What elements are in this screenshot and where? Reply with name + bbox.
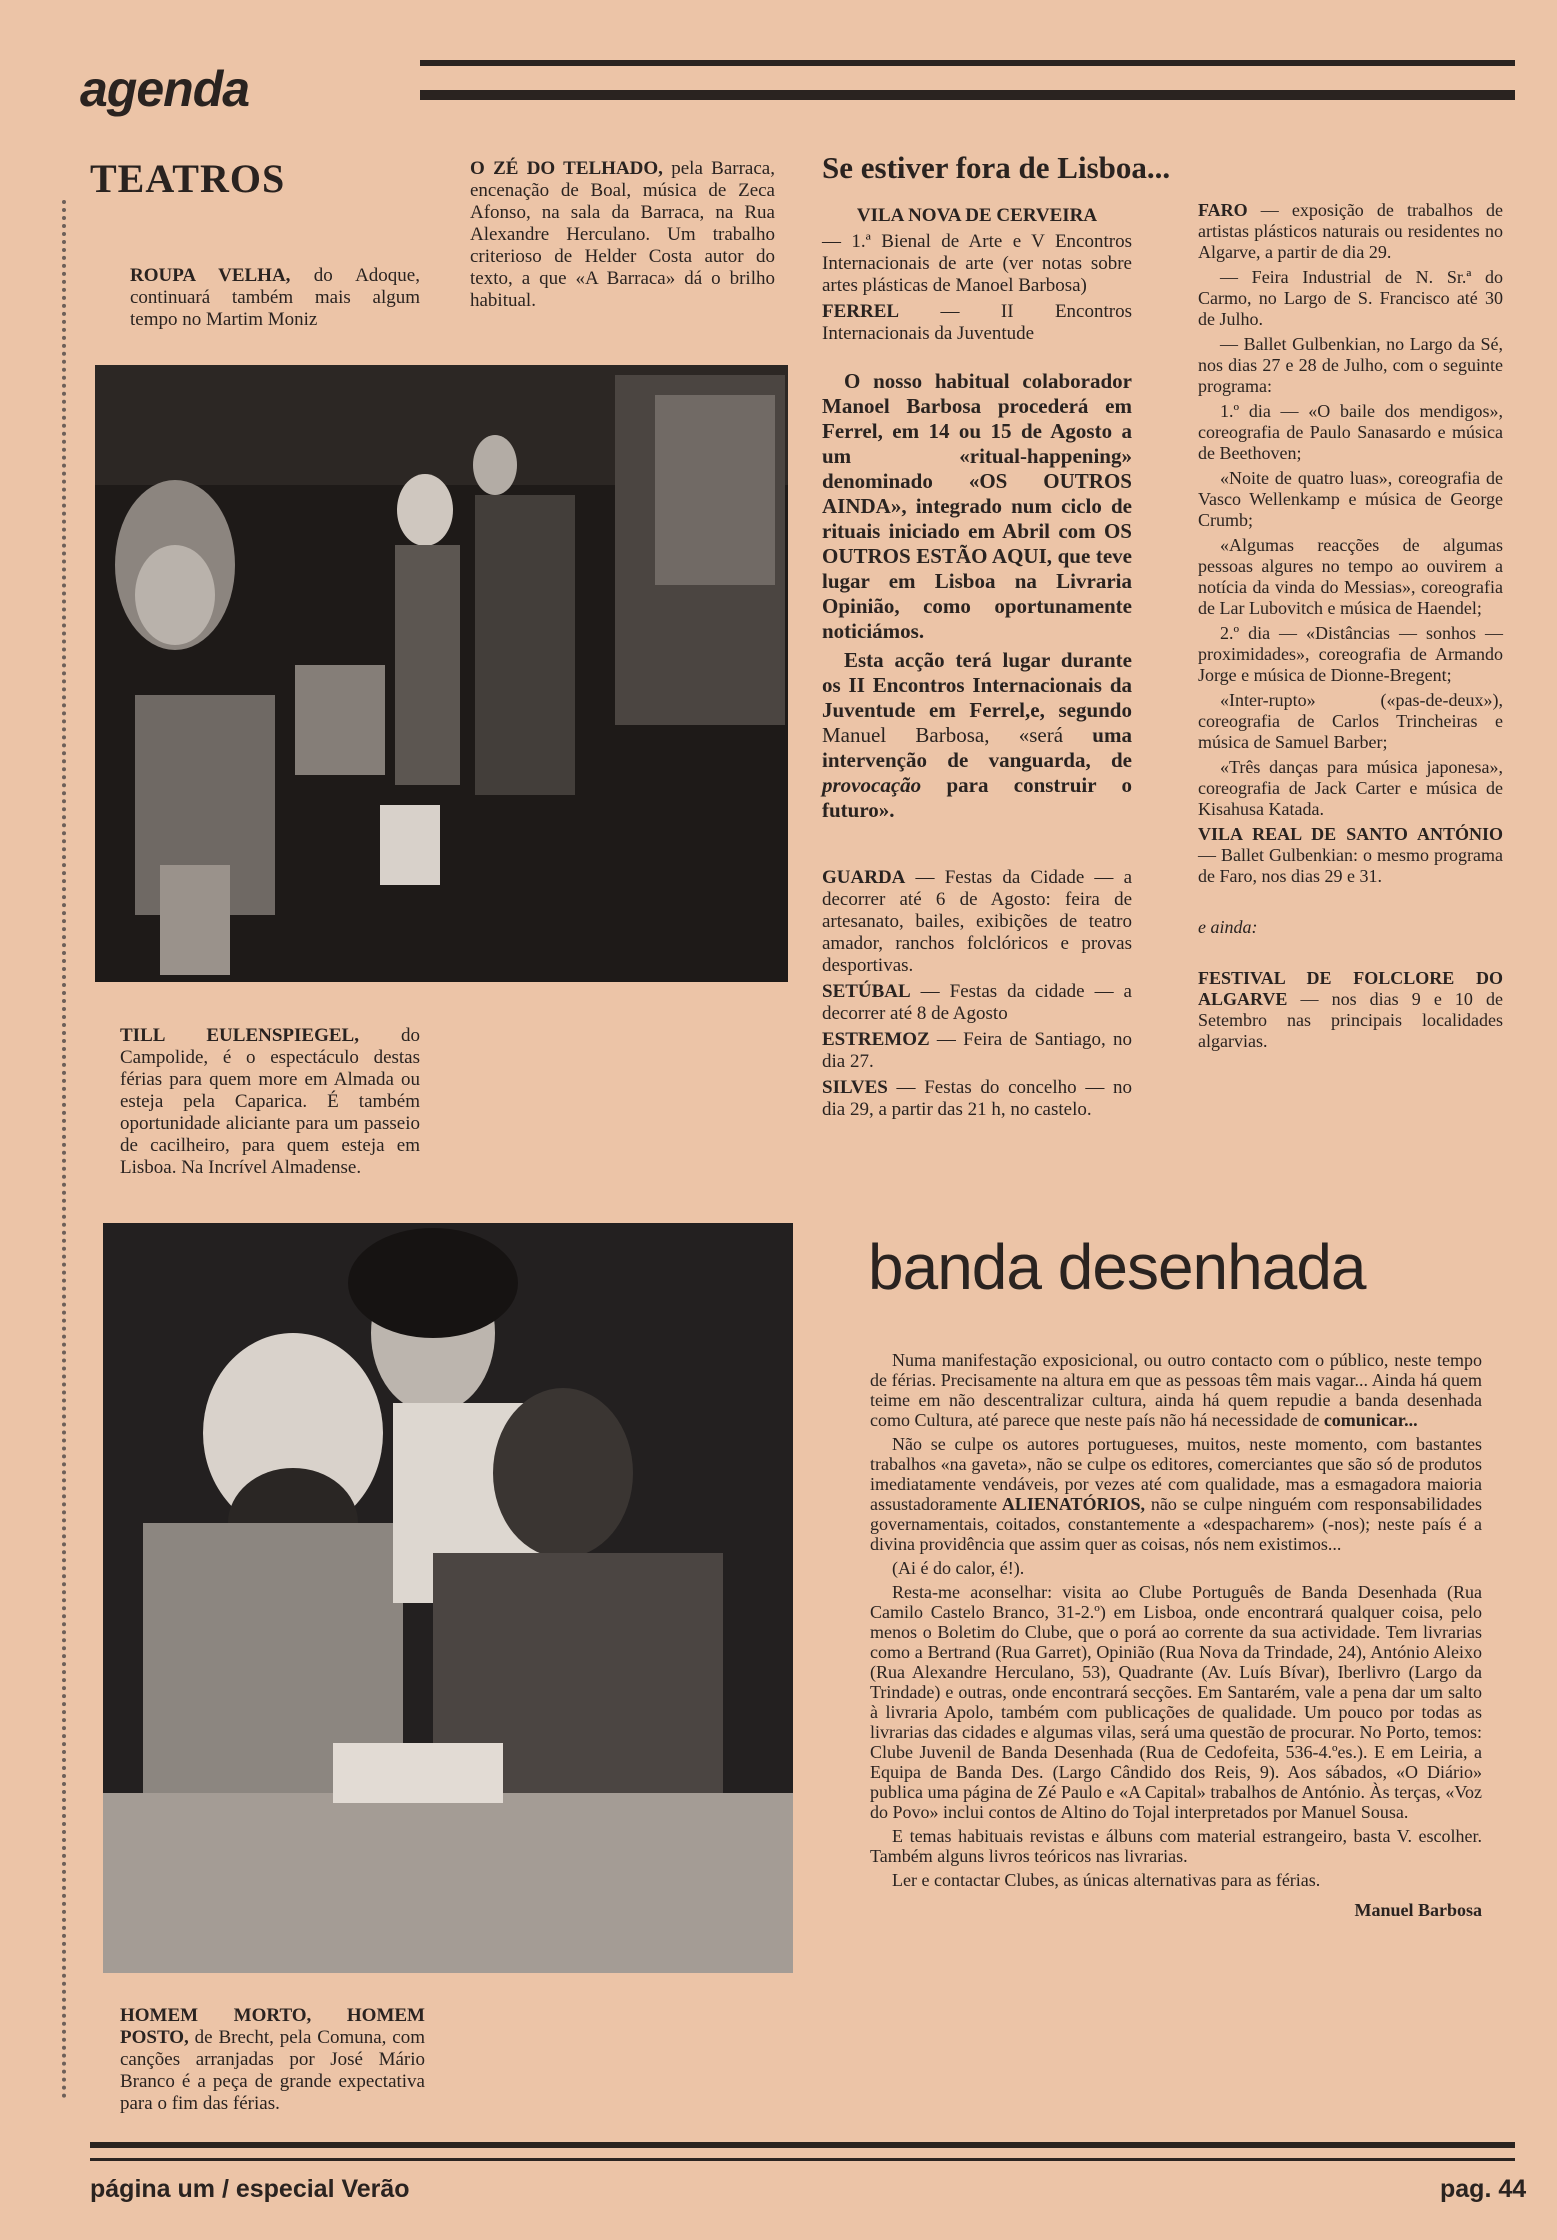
header-rule-bottom xyxy=(420,90,1515,100)
fora-heading: Se estiver fora de Lisboa... xyxy=(822,150,1171,185)
footer-rule-top xyxy=(90,2142,1515,2148)
theatre-photo-roupa-velha xyxy=(95,365,788,982)
teatros-heading: TEATROS xyxy=(90,156,286,201)
homem-morto-item: HOMEM MORTO, HOMEM POSTO, de Brecht, pela Comuna, com canções arranjadas por José Mário Branco é a peça de grande expectativa para o fim das férias. xyxy=(120,2005,425,2114)
theatre-photo-homem-morto xyxy=(103,1223,793,1973)
roupa-velha-item: ROUPA VELHA, do Adoque, continuará também mais algum tempo no Martim Moniz xyxy=(130,265,420,330)
footer-rule-bottom xyxy=(90,2158,1515,2161)
till-eulenspiegel-item: TILL EULENSPIEGEL, do Campolide, é o espectáculo destas férias para quem more em Almada ou esteja pela Caparica. É também oportunidade aliciante para um passeio de cacilheiro, para quem esteja em Lisboa. Na Incrível Almadense. xyxy=(120,1025,420,1178)
ferrel-paragraph-2: Esta acção terá lugar durante os II Encontros Internacionais da Juventude em Ferrel,e, segundo Manuel Barbosa, «será uma intervenção de vanguarda, de provocação para construir o futuro». xyxy=(822,648,1132,822)
margin-dots xyxy=(62,200,72,2100)
banda-desenhada-article: Numa manifestação exposicional, ou outro contacto com o público, neste tempo de férias. Precisamente na altura em que as pessoas têm mais vagar... Ainda há quem teime em não descentralizar cultura, ainda há quem repudie a banda desenhada como Cultura, até parece que neste país não há necessidade de comunicar... Não se culpe os autores portugueses, muitos, neste momento, com bastantes trabalhos «na gaveta», não se culpe os editores, comerciantes que são só de produtos imediatamente vendáveis, por vezes até com qualidade, mas a esmagadora maioria assustadoramente ALIENATÓRIOS, não se culpe ninguém com responsabilidades governamentais, coitados, constantemente a «despacharem» (-nos); neste país é a divina providência que assim quer as coisas, nós nem existimos... (Ai é do calor, é!). Resta-me aconselhar: visita ao Clube Português de Banda Desenhada (Rua Camilo Castelo Branco, 31-2.º) em Lisboa, onde encontrará qualquer coisa, pelo menos o Boletim do Clube, que o porá ao corrente da sua actividade. Tem livrarias como a Bertrand (Rua Garret), Opinião (Rua Nova da Trindade, 24), António Aleixo (Rua Alexandre Herculano, 53), Quadrante (Av. Luís Bívar), Iberlivro (Largo da Trindade) e outras, onde encontrará secções. Em Santarém, vale a pena dar um salto à livraria Apolo, também com publicações de qualidade. Um pouco por todas as livrarias das cidades e algumas vilas, será uma questão de procurar. No Porto, temos: Clube Juvenil de Banda Desenhada (Rua de Cedofeita, 536-4.ºes.). E em Leiria, a Equipa de Banda Des. (Largo Cândido dos Reis, 9). Aos sábados, «O Diário» publica uma página de Zé Paulo e «A Capital» trabalhos de António. Às terças, «Voz do Povo» inclui contos de Altino do Tojal interpretados por Manuel Sousa. E temas habituais revistas e álbuns com material estrangeiro, basta V. escolher. Também alguns livros teóricos nas livrarias. Ler e contactar Clubes, as únicas alternativas para as férias. Manuel Barbosa xyxy=(870,1350,1482,1920)
ferrel-paragraph-1: O nosso habitual colaborador Manoel Barbosa procederá em Ferrel, em 14 ou 15 de Agosto a um «ritual-happening» denominado «OS OUTROS AINDA», integrado num ciclo de rituais iniciado em Abril com OS OUTROS ESTÃO AQUI, que teve lugar em Lisboa na Livraria Opinião, como oportunamente noticiámos. xyxy=(822,369,1132,643)
footer-page-number: pag. 44 xyxy=(1440,2175,1527,2203)
ze-do-telhado-item: O ZÉ DO TELHADO, pela Barraca, encenação de Boal, música de Zeca Afonso, na sala da Barraca, na Rua Alexandre Herculano. Um trabalho criterioso de Helder Costa autor do texto, a que «A Barraca» dá o brilho habitual. xyxy=(470,158,775,311)
section-title-agenda: agenda xyxy=(80,61,250,117)
footer-publication: página um / especial Verão xyxy=(90,2175,410,2203)
header-rule-top xyxy=(420,60,1515,66)
article-signature: Manuel Barbosa xyxy=(1354,1900,1482,1920)
fora-column-right: FARO — exposição de trabalhos de artistas plásticos naturais ou residentes no Algarve, a partir de dia 29. — Feira Industrial de N. Sr.ª do Carmo, no Largo de S. Francisco até 30 de Julho. — Ballet Gulbenkian, no Largo da Sé, nos dias 27 e 28 de Julho, com o seguinte programa: 1.º dia — «O baile dos mendigos», coreografia de Paulo Sanasardo e música de Beethoven; «Noite de quatro luas», coreografia de Vasco Wellenkamp e música de George Crumb; «Algumas reacções de algumas pessoas algures no tempo ao ouvirem a notícia da vinda do Messias», coreografia de Lar Lubovitch e música de Haendel; 2.º dia — «Distâncias — sonhos — proximidades», coreografia de Armando Jorge e música de Dionne-Bregent; «Inter-rupto» («pas-de-deux»), coreografia de Carlos Trincheiras e música de Samuel Barber; «Três danças para música japonesa», coreografia de Jack Carter e música de Kisahusa Katada. VILA REAL DE SANTO ANTÓNIO — Ballet Gulbenkian: o mesmo programa de Faro, nos dias 29 e 31. e ainda: FESTIVAL DE FOLCLORE DO ALGARVE — nos dias 9 e 10 de Setembro nas principais localidades algarvias. xyxy=(1198,200,1503,1051)
fora-column-left: VILA NOVA DE CERVEIRA — 1.ª Bienal de Arte e V Encontros Internacionais de arte (ver notas sobre artes plásticas de Manoel Barbosa) FERREL — II Encontros Internacionais da Juventude O nosso habitual colaborador Manoel Barbosa procederá em Ferrel, em 14 ou 15 de Agosto a um «ritual-happening» denominado «OS OUTROS AINDA», integrado num ciclo de rituais iniciado em Abril com OS OUTROS ESTÃO AQUI, que teve lugar em Lisboa na Livraria Opinião, como oportunamente noticiámos. Esta acção terá lugar durante os II Encontros Internacionais da Juventude em Ferrel,e, segundo Manuel Barbosa, «será uma intervenção de vanguarda, de provocação para construir o futuro». GUARDA — Festas da Cidade — a decorrer até 6 de Agosto: feira de artesanato, bailes, exibições de teatro amador, ranchos folclóricos e provas desportivas. SETÚBAL — Festas da cidade — a decorrer até 8 de Agosto ESTREMOZ — Feira de Santiago, no dia 27. SILVES — Festas do concelho — no dia 29, a partir das 21 h, no castelo. xyxy=(822,205,1132,1120)
banda-desenhada-heading: banda desenhada xyxy=(868,1231,1366,1303)
